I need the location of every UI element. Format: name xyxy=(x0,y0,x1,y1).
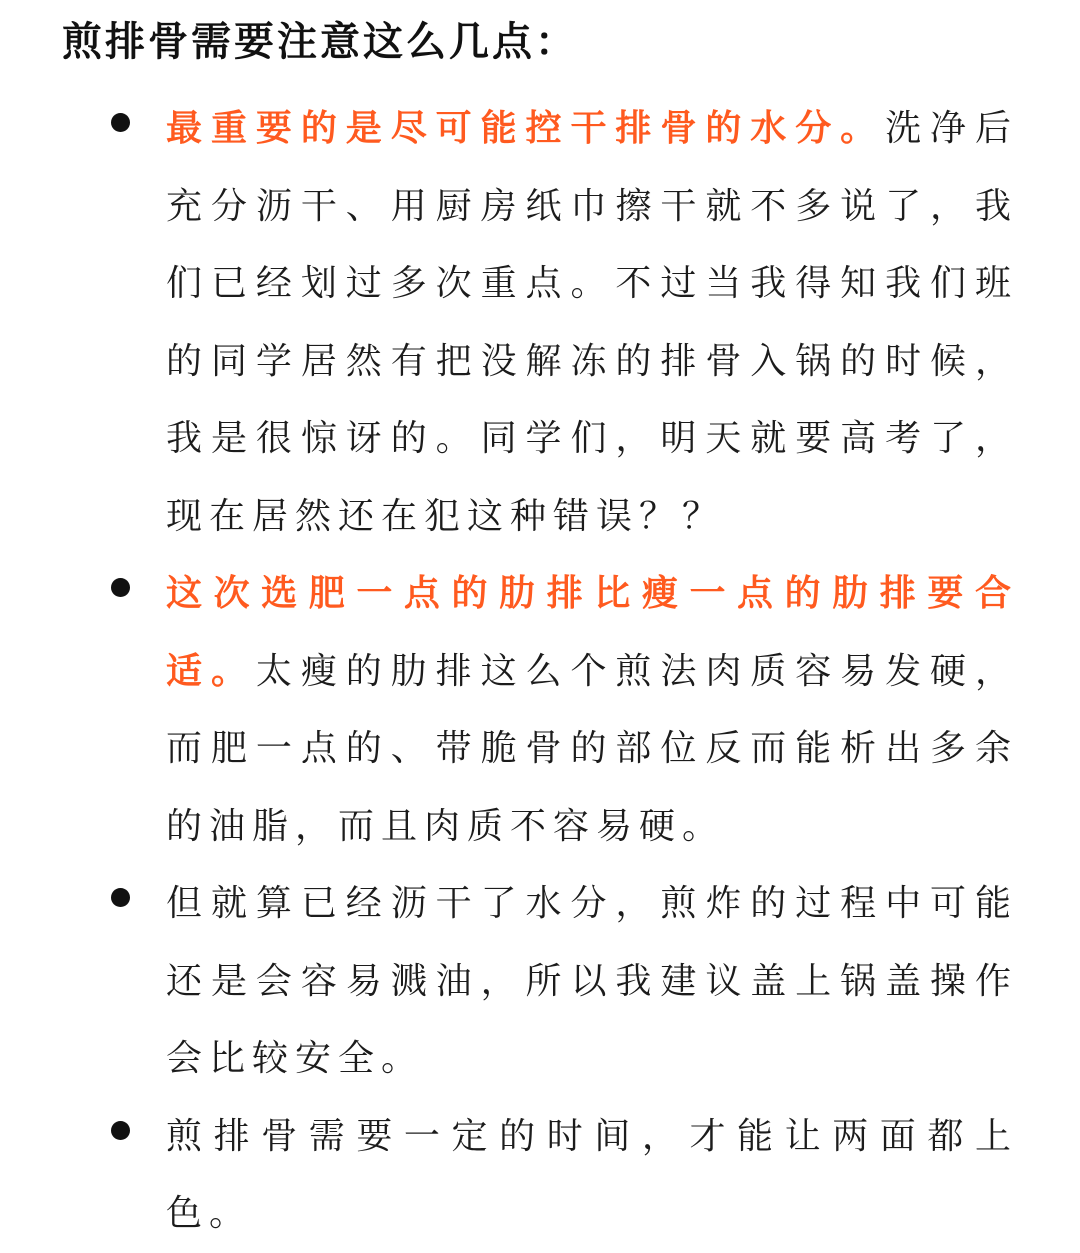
section-heading: 煎排骨需要注意这么几点： xyxy=(62,19,578,65)
body-text: 煎排骨需要一定的时间，才能让两面都上色。 xyxy=(166,1115,1018,1234)
list-item xyxy=(0,1098,1018,1253)
bullet-icon xyxy=(111,888,130,907)
highlight-text: 这次选肥一点的肋排比瘦一点的肋排要合适。 xyxy=(166,573,1018,692)
body-text: 洗净后充分沥干、用厨房纸巾擦干就不多说了，我们已经划过多次重点。不过当我得知我们班的同学居然有把没解冻的排骨入锅的时候，我是很惊讶的。同学们，明天就要高考了，现在居然还在犯这种错误？？ xyxy=(166,108,1018,537)
tips-list xyxy=(0,90,1018,1253)
bullet-icon xyxy=(111,113,130,132)
bullet-icon xyxy=(111,578,130,597)
list-item xyxy=(0,90,1018,555)
body-text: 太瘦的肋排这么个煎法肉质容易发硬，而肥一点的、带脆骨的部位反而能析出多余的油脂，而且肉质不容易硬。 xyxy=(166,650,1018,847)
bullet-icon xyxy=(111,1121,130,1140)
highlight-text: 最重要的是尽可能控干排骨的水分。 xyxy=(166,108,886,149)
list-item xyxy=(0,865,1018,1098)
list-item xyxy=(0,555,1018,865)
body-text: 但就算已经沥干了水分，煎炸的过程中可能还是会容易溅油，所以我建议盖上锅盖操作会比较安全。 xyxy=(166,883,1018,1079)
